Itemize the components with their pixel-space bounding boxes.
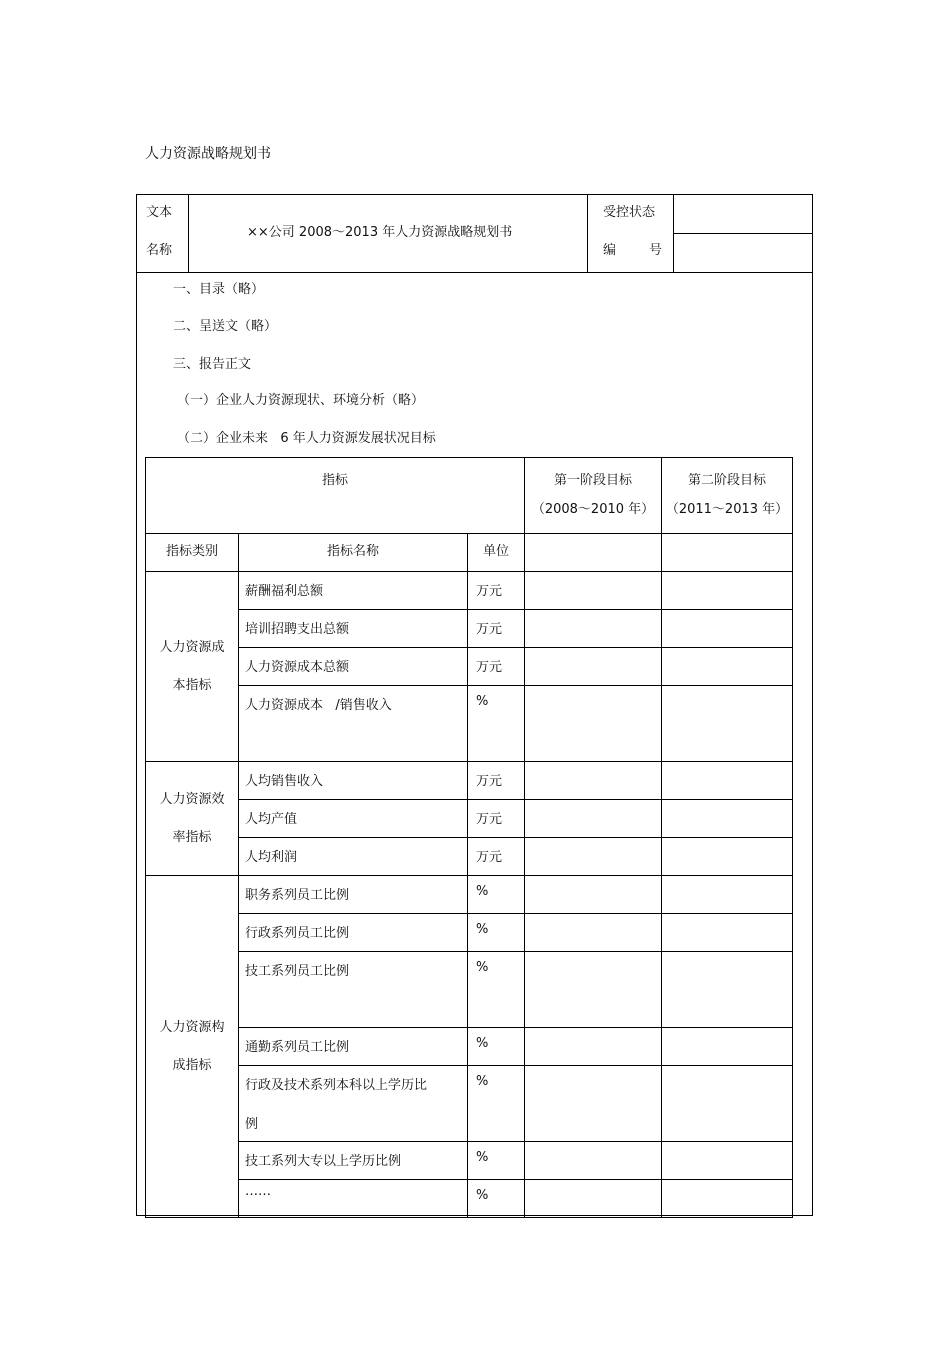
section-submission: 二、呈送文（略）	[173, 319, 278, 334]
indicator-name: 技工系列大专以上学历比例	[239, 1142, 468, 1180]
indicator-name: 行政系列员工比例	[239, 914, 468, 952]
header-stage2	[662, 458, 793, 534]
section-report-body: 三、报告正文	[173, 357, 252, 372]
divider	[673, 233, 812, 234]
indicator-name: ……	[239, 1180, 468, 1218]
stage2-title: 第二阶段目标	[687, 473, 766, 488]
stage1-title: 第一阶段目标	[553, 473, 632, 488]
document-name: ××公司 2008～2013 年人力资源战略规划书	[247, 225, 513, 240]
stage1-years: （2008～2010 年）	[531, 502, 655, 517]
indicator-unit: %	[468, 876, 525, 914]
indicator-table	[145, 457, 793, 1218]
col-name: 指标名称	[239, 534, 468, 572]
indicator-unit: 万元	[468, 838, 525, 876]
indicator-name: 人均产值	[239, 800, 468, 838]
indicator-unit: %	[468, 1028, 525, 1066]
category-cost: 人力资源成 本指标	[146, 572, 239, 762]
indicator-name: 薪酬福利总额	[239, 572, 468, 610]
indicator-unit: 万元	[468, 762, 525, 800]
indicator-name: 人力资源成本 /销售收入	[239, 686, 468, 762]
label-wenben: 文本	[146, 205, 173, 220]
indicator-name: 培训招聘支出总额	[239, 610, 468, 648]
indicator-name: 人均销售收入	[239, 762, 468, 800]
indicator-unit: 万元	[468, 610, 525, 648]
indicator-unit: %	[468, 1066, 525, 1142]
label-mingcheng: 名称	[146, 243, 173, 258]
indicator-unit: %	[468, 686, 525, 762]
label-number: 编 号	[603, 243, 663, 258]
col-category: 指标类别	[146, 534, 239, 572]
indicator-name: 人均利润	[239, 838, 468, 876]
indicator-unit: %	[468, 914, 525, 952]
indicator-name: 人力资源成本总额	[239, 648, 468, 686]
indicator-unit: %	[468, 952, 525, 1028]
indicator-unit: 万元	[468, 572, 525, 610]
section-toc: 一、目录（略）	[173, 282, 265, 297]
header-block	[137, 195, 812, 273]
label-control-status: 受控状态	[603, 205, 656, 220]
header-indicator: 指标	[146, 458, 525, 534]
col-unit: 单位	[468, 534, 525, 572]
indicator-unit: %	[468, 1180, 525, 1218]
indicator-name: 技工系列员工比例	[239, 952, 468, 1028]
section-current-analysis: （一）企业人力资源现状、环境分析（略）	[177, 393, 425, 408]
document-title: 人力资源战略规划书	[145, 146, 271, 162]
indicator-name: 通勤系列员工比例	[239, 1028, 468, 1066]
divider	[188, 195, 189, 272]
indicator-unit: %	[468, 1142, 525, 1180]
header-stage1	[525, 458, 662, 534]
indicator-name: 职务系列员工比例	[239, 876, 468, 914]
indicator-unit: 万元	[468, 800, 525, 838]
category-composition: 人力资源构 成指标	[146, 876, 239, 1218]
section-future-goals: （二）企业未来 6 年人力资源发展状况目标	[177, 431, 436, 446]
indicator-unit: 万元	[468, 648, 525, 686]
stage2-years: （2011～2013 年）	[665, 502, 789, 517]
category-efficiency: 人力资源效 率指标	[146, 762, 239, 876]
indicator-name: 行政及技术系列本科以上学历比 例	[239, 1066, 468, 1142]
